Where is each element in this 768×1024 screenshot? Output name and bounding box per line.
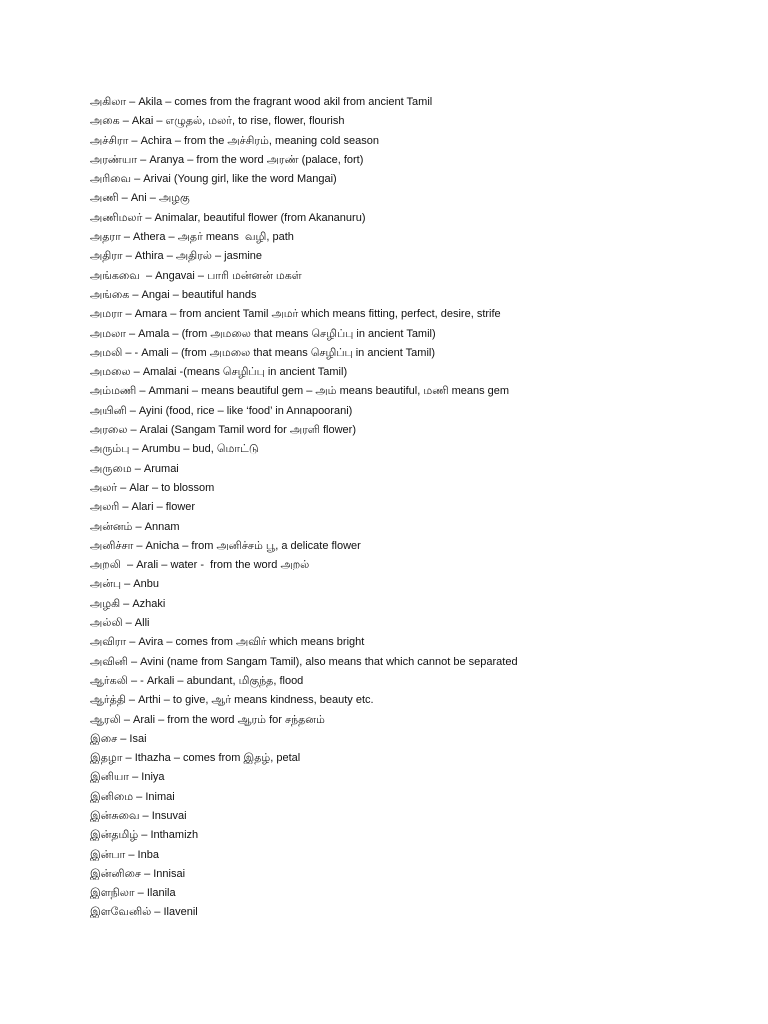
- name-entry: ஆரலி – Arali – from the word ஆரம் for சந்தனம்: [90, 713, 325, 726]
- name-entry: அமலி – - Amali – (from அமலை that means செழிப்பு in ancient Tamil): [90, 346, 436, 359]
- name-entry: அணிமலர் – Animalar, beautiful flower (from Akananuru): [90, 211, 366, 224]
- name-entry: இன்பா – Inba: [90, 848, 159, 861]
- name-entry: இளநிலா – Ilanila: [90, 887, 176, 900]
- name-entry: அமலை – Amalai -(means செழிப்பு in ancient Tamil): [90, 366, 348, 379]
- name-entry: அலர் – Alar – to blossom: [90, 481, 215, 494]
- name-entry: அதிரா – Athira – அதிரல் – jasmine: [90, 250, 263, 263]
- name-entry: இன்சுவை – Insuvai: [90, 809, 187, 822]
- name-entry: அரிவை – Arivai (Young girl, like the word Mangai): [90, 173, 337, 186]
- name-entry: அரும்பு – Arumbu – bud, மொட்டு: [90, 443, 259, 456]
- name-entry: அகிலா – Akila – comes from the fragrant wood akil from ancient Tamil: [90, 96, 433, 108]
- name-entry: இனிமை – Inimai: [90, 790, 175, 803]
- name-entry: அறலி – Arali – water - from the word அறல்: [90, 559, 310, 572]
- name-entry: இசை – Isai: [90, 732, 147, 745]
- name-entry: அங்கை – Angai – beautiful hands: [90, 288, 257, 301]
- name-entry: அச்சிரா – Achira – from the அச்சிரம், meaning cold season: [90, 134, 379, 147]
- name-entry: அருமை – Arumai: [90, 462, 179, 475]
- name-entry: அங்கவை – Angavai – பாரி மன்னன் மகள்: [90, 269, 302, 282]
- name-entry: இன்னிசை – Innisai: [90, 867, 186, 880]
- name-entry: அவினி – Avini (name from Sangam Tamil), also means that which cannot be separated: [90, 655, 518, 668]
- name-entry: அழகி – Azhaki: [90, 597, 166, 610]
- name-entry: அமரா – Amara – from ancient Tamil அமர் which means fitting, perfect, desire, strife: [90, 308, 501, 321]
- name-entry: அரலை – Aralai (Sangam Tamil word for அரளி flower): [90, 424, 356, 437]
- name-entry: அன்பு – Anbu: [90, 578, 159, 591]
- name-entry: இளவேனில் – Ilavenil: [90, 906, 198, 919]
- name-entry: அல்லி – Alli: [90, 617, 150, 630]
- name-entry: அதரா – Athera – அதர் means வழி, path: [90, 231, 294, 244]
- name-entry: இதழா – Ithazha – comes from இதழ், petal: [90, 752, 301, 765]
- name-entry: அம்மணி – Ammani – means beautiful gem – அம் means beautiful, மணி means gem: [90, 385, 510, 398]
- name-entry: அமலா – Amala – (from அமலை that means செழிப்பு in ancient Tamil): [90, 327, 436, 340]
- name-entry: இன்தமிழ் – Inthamizh: [90, 829, 199, 842]
- name-entry: அனிச்சா – Anicha – from அனிச்சம் பூ, a delicate flower: [90, 539, 361, 552]
- name-entry: இனியா – Iniya: [90, 771, 165, 784]
- name-entry: அன்னம் – Annam: [90, 520, 180, 533]
- name-entry: அகை – Akai – எழுதல், மலர், to rise, flower, flourish: [90, 115, 345, 128]
- name-list: [90, 93, 750, 923]
- name-entry: அவிரா – Avira – comes from அவிர் which means bright: [90, 636, 365, 649]
- name-entry: ஆர்கலி – - Arkali – abundant, மிகுந்த, flood: [90, 674, 304, 687]
- name-entry: அரண்யா – Aranya – from the word அரண் (palace, fort): [90, 153, 364, 166]
- name-entry: அயினி – Ayini (food, rice – like ‘food’ in Annapoorani): [90, 404, 353, 417]
- name-entry: அலரி – Alari – flower: [90, 501, 196, 514]
- name-entry: அணி – Ani – அழகு: [90, 192, 190, 205]
- name-entry: ஆர்த்தி – Arthi – to give, ஆர் means kindness, beauty etc.: [90, 694, 374, 707]
